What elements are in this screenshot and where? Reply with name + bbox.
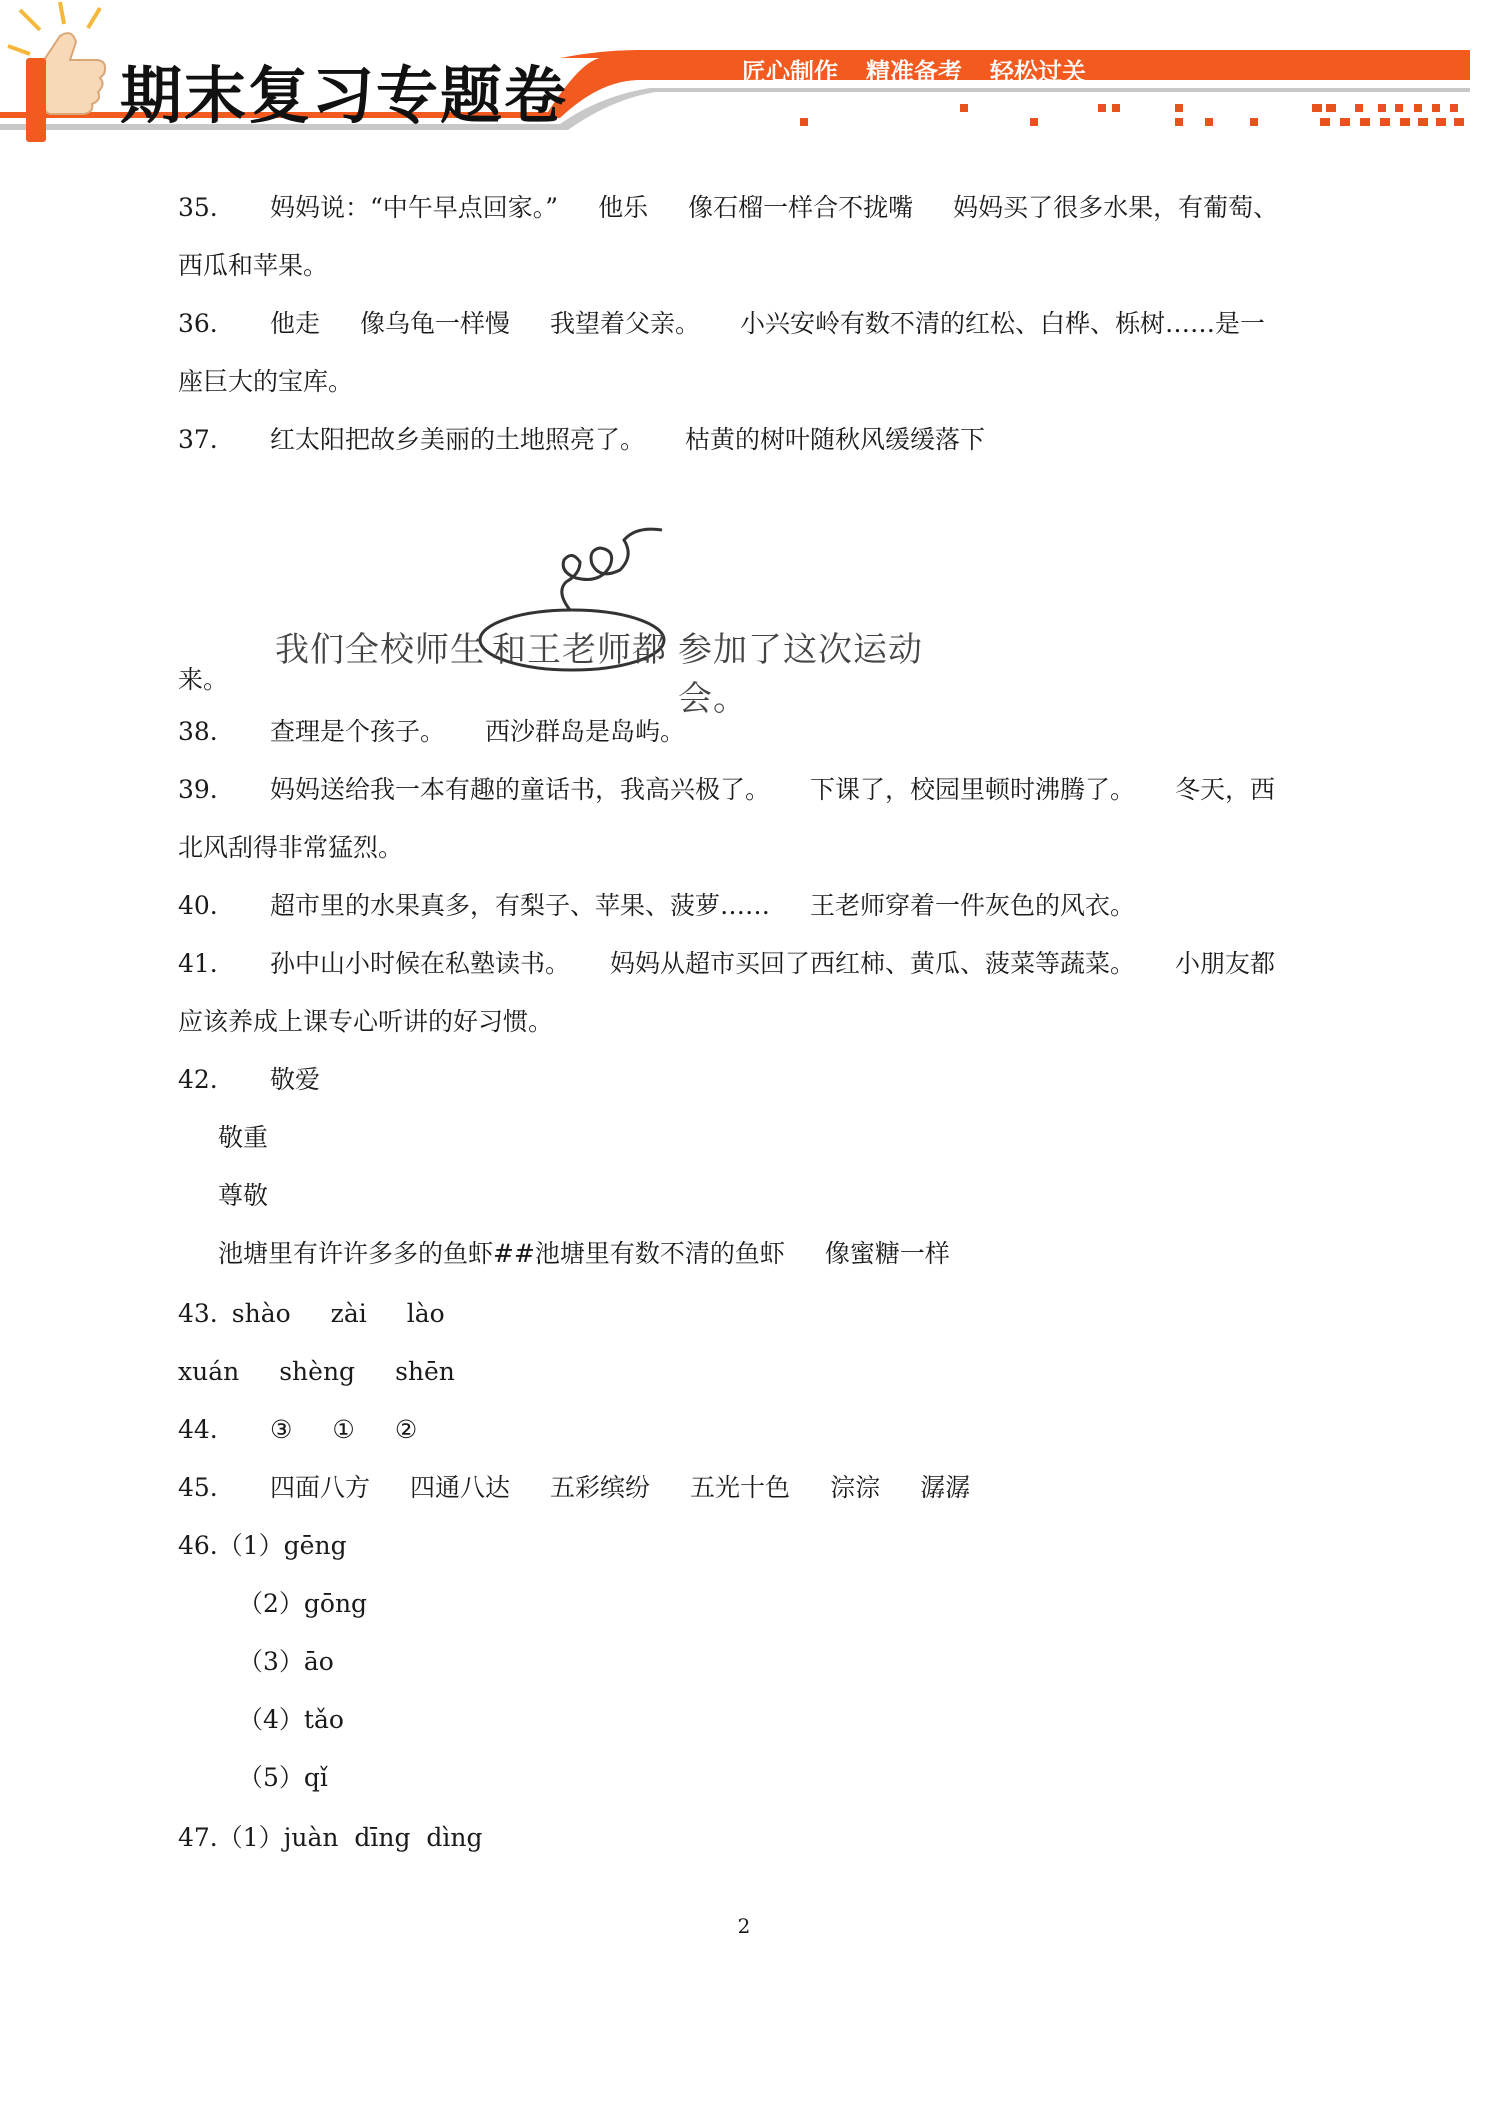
answer-41-continued: 应该养成上课专心听讲的好习惯。 bbox=[178, 1007, 554, 1036]
pinyin: zài bbox=[330, 1299, 367, 1328]
answer-35 bbox=[178, 192, 1278, 224]
figure-text-after: 参加了这次运动会。 bbox=[678, 630, 923, 719]
answer-item: 妈妈送给我一本有趣的童话书，我高兴极了。 bbox=[270, 775, 771, 804]
answer-item: 我望着父亲。 bbox=[550, 309, 701, 338]
pinyin: shèng bbox=[279, 1357, 356, 1386]
answer-item: 五光十色 bbox=[690, 1473, 791, 1502]
answer-46 bbox=[178, 1530, 347, 1562]
question-number: 45. bbox=[178, 1473, 218, 1502]
question-number: 41. bbox=[178, 949, 218, 978]
answer-item: 潺潺 bbox=[920, 1473, 971, 1502]
answer-part: （1）juàn dīng dìng bbox=[217, 1823, 483, 1852]
tagline-2: 精准备考 bbox=[866, 58, 962, 86]
answer-item: 冬天，西 bbox=[1175, 775, 1276, 804]
answer-36-continued: 座巨大的宝库。 bbox=[178, 367, 354, 396]
tagline-3: 轻松过关 bbox=[990, 58, 1086, 86]
answer-43 bbox=[178, 1298, 445, 1330]
answer-item: 红太阳把故乡美丽的土地照亮了。 bbox=[270, 425, 646, 454]
answer-39-continued: 北风刮得非常猛烈。 bbox=[178, 833, 404, 862]
question-number: 46. bbox=[178, 1531, 218, 1560]
answer-39 bbox=[178, 774, 1275, 806]
thumbs-up-hand-icon bbox=[8, 2, 105, 142]
answer-item: 妈妈说：“中午早点回家。” bbox=[270, 193, 559, 222]
pinyin: xuán bbox=[178, 1357, 240, 1386]
answer-item: 妈妈从超市买回了西红柿、黄瓜、菠菜等蔬菜。 bbox=[610, 949, 1136, 978]
answer-42 bbox=[178, 1064, 320, 1096]
question-number: 42. bbox=[178, 1065, 218, 1094]
answer-item: 下课了，校园里顿时沸腾了。 bbox=[810, 775, 1136, 804]
answer-40 bbox=[178, 890, 1135, 922]
answer-item: ② bbox=[394, 1415, 418, 1444]
answer-46-part: （5）qǐ bbox=[238, 1763, 328, 1792]
answer-item: 四通八达 bbox=[410, 1473, 511, 1502]
answer-41 bbox=[178, 948, 1275, 980]
answer-44 bbox=[178, 1414, 417, 1446]
answer-item: 妈妈买了很多水果，有葡萄、 bbox=[953, 193, 1279, 222]
answer-35-continued: 西瓜和苹果。 bbox=[178, 251, 329, 280]
question-number: 36. bbox=[178, 309, 218, 338]
answer-item: 小兴安岭有数不清的红松、白桦、栎树……是一 bbox=[740, 309, 1266, 338]
question-number: 43. bbox=[178, 1299, 218, 1328]
question-number: 38. bbox=[178, 717, 218, 746]
answer-item: ① bbox=[332, 1415, 355, 1444]
answer-43-row2 bbox=[178, 1356, 455, 1388]
answer-45 bbox=[178, 1472, 970, 1504]
question-number: 39. bbox=[178, 775, 218, 804]
answer-47 bbox=[178, 1822, 483, 1854]
answer-item: ③ bbox=[270, 1415, 293, 1444]
question-number: 47. bbox=[178, 1823, 218, 1852]
figure-text-before: 我们全校师生 bbox=[275, 630, 485, 670]
figure-text-circled: 和王老师都 bbox=[492, 630, 667, 670]
question-number: 40. bbox=[178, 891, 218, 920]
answer-46-part: （3）āo bbox=[238, 1647, 334, 1676]
answer-item: 像乌龟一样慢 bbox=[360, 309, 511, 338]
answer-item: 像蜜糖一样 bbox=[824, 1239, 950, 1268]
question-number: 35. bbox=[178, 193, 218, 222]
pinyin: shēn bbox=[395, 1357, 455, 1386]
question-number: 44. bbox=[178, 1415, 218, 1444]
answer-item: 王老师穿着一件灰色的风衣。 bbox=[810, 891, 1136, 920]
answer-item: 池塘里有许许多多的鱼虾##池塘里有数不清的鱼虾 bbox=[218, 1239, 785, 1268]
answer-42-last bbox=[218, 1238, 950, 1270]
pinyin: shào bbox=[231, 1299, 291, 1328]
answer-item: 孙中山小时候在私塾读书。 bbox=[270, 949, 571, 978]
answer-item: 他乐 bbox=[598, 193, 649, 222]
answer-item: 敬爱 bbox=[270, 1065, 321, 1094]
answer-item: 淙淙 bbox=[830, 1473, 881, 1502]
answer-item: 四面八方 bbox=[270, 1473, 371, 1502]
page-header bbox=[0, 0, 1488, 160]
answer-item: 查理是个孩子。 bbox=[270, 717, 446, 746]
tagline-1: 匠心制作 bbox=[742, 58, 838, 86]
answer-item: 超市里的水果真多，有梨子、苹果、菠萝…… bbox=[270, 891, 771, 920]
answer-42-line: 尊敬 bbox=[218, 1181, 269, 1210]
correction-figure bbox=[270, 522, 990, 719]
pinyin: lào bbox=[406, 1299, 445, 1328]
answer-36 bbox=[178, 308, 1265, 340]
answer-42-line: 敬重 bbox=[218, 1123, 269, 1152]
answer-46-part: （2）gōng bbox=[238, 1589, 368, 1618]
answer-item: 五彩缤纷 bbox=[550, 1473, 651, 1502]
answer-37-continued: 来。 bbox=[178, 665, 229, 694]
page-number: 2 bbox=[737, 1914, 751, 1938]
answer-item: 小朋友都 bbox=[1175, 949, 1276, 978]
answer-item: 枯黄的树叶随秋风缓缓落下 bbox=[685, 425, 986, 454]
answer-item: 像石榴一样合不拢嘴 bbox=[688, 193, 914, 222]
question-number: 37. bbox=[178, 425, 218, 454]
answer-46-part: （4）tǎo bbox=[238, 1705, 344, 1734]
answer-item: 西沙群岛是岛屿。 bbox=[485, 717, 686, 746]
page-title: 期末复习专题卷 bbox=[120, 59, 569, 132]
answer-item: 他走 bbox=[270, 309, 321, 338]
answer-part: （1）gēng bbox=[217, 1531, 347, 1560]
dots-decoration bbox=[800, 104, 1464, 126]
answer-37 bbox=[178, 424, 985, 456]
answer-38 bbox=[178, 716, 685, 748]
